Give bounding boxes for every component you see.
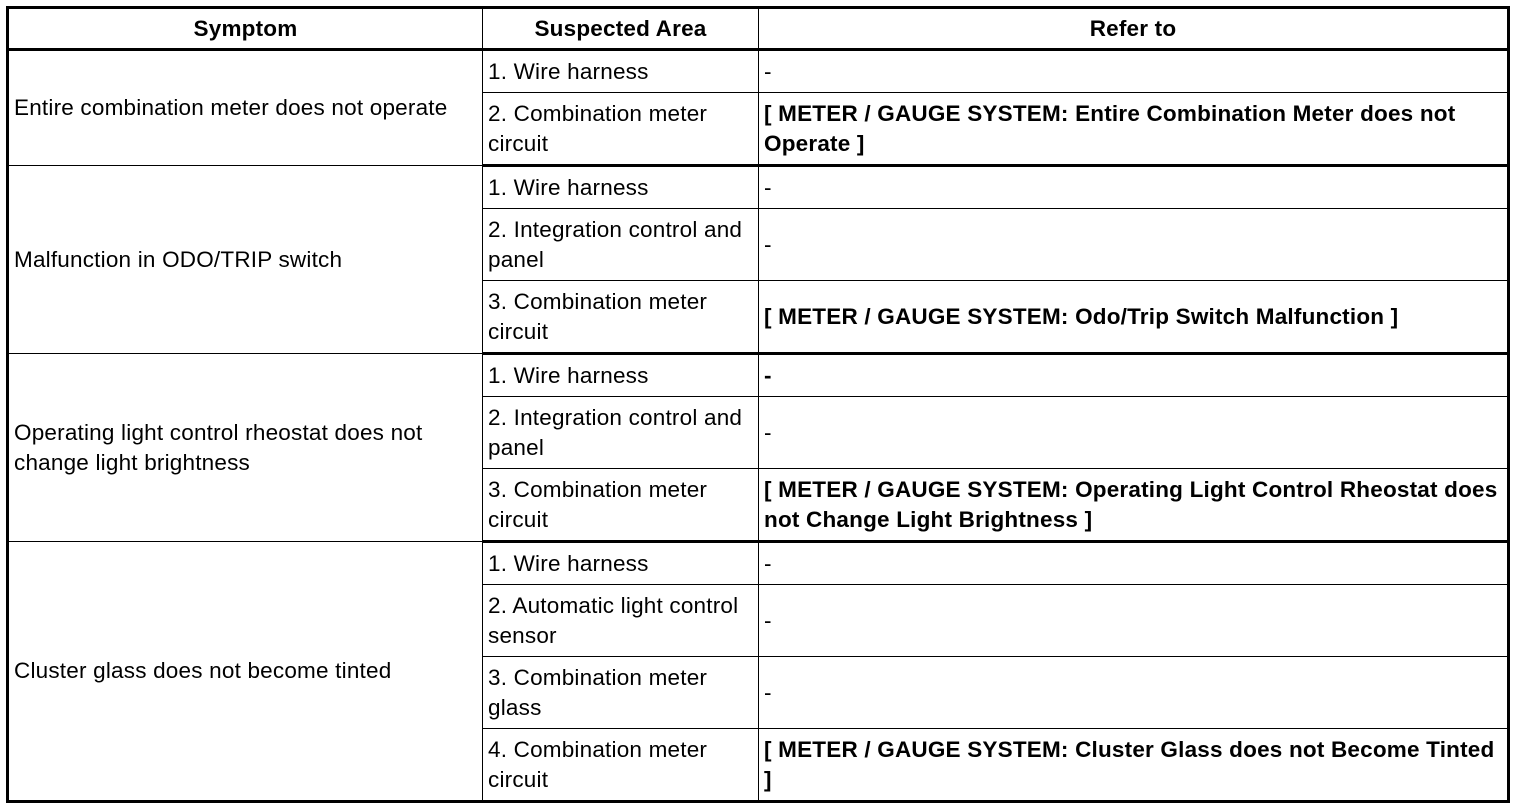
symptom-cell: Operating light control rheostat does not change light brightness — [8, 354, 483, 542]
symptom-table — [6, 6, 1510, 803]
refer-cell: - — [759, 657, 1509, 729]
refer-cell: - — [759, 542, 1509, 585]
symptom-cell: Entire combination meter does not operate — [8, 50, 483, 166]
header-symptom: Symptom — [8, 8, 483, 50]
refer-link[interactable]: [ METER / GAUGE SYSTEM: Odo/Trip Switch Malfunction ] — [759, 281, 1509, 354]
refer-link[interactable]: [ METER / GAUGE SYSTEM: Cluster Glass does not Become Tinted ] — [759, 729, 1509, 802]
symptom-cell: Cluster glass does not become tinted — [8, 542, 483, 802]
suspected-area-cell: 1. Wire harness — [483, 50, 759, 93]
refer-cell: - — [759, 50, 1509, 93]
refer-link[interactable]: [ METER / GAUGE SYSTEM: Entire Combination Meter does not Operate ] — [759, 93, 1509, 166]
header-suspected-area: Suspected Area — [483, 8, 759, 50]
refer-cell: - — [759, 166, 1509, 209]
header-row — [8, 8, 1509, 50]
suspected-area-cell: 2. Automatic light control sensor — [483, 585, 759, 657]
refer-cell: - — [759, 585, 1509, 657]
suspected-area-cell: 1. Wire harness — [483, 354, 759, 397]
refer-link[interactable]: [ METER / GAUGE SYSTEM: Operating Light Control Rheostat does not Change Light Brightness ] — [759, 469, 1509, 542]
suspected-area-cell: 2. Integration control and panel — [483, 209, 759, 281]
table-row — [8, 354, 1509, 397]
refer-cell: - — [759, 209, 1509, 281]
suspected-area-cell: 2. Combination meter circuit — [483, 93, 759, 166]
suspected-area-cell: 3. Combination meter circuit — [483, 469, 759, 542]
suspected-area-cell: 3. Combination meter glass — [483, 657, 759, 729]
symptom-cell: Malfunction in ODO/TRIP switch — [8, 166, 483, 354]
suspected-area-cell: 1. Wire harness — [483, 542, 759, 585]
suspected-area-cell: 1. Wire harness — [483, 166, 759, 209]
suspected-area-cell: 2. Integration control and panel — [483, 397, 759, 469]
suspected-area-cell: 3. Combination meter circuit — [483, 281, 759, 354]
refer-cell: - — [759, 354, 1509, 397]
refer-cell: - — [759, 397, 1509, 469]
table-row — [8, 166, 1509, 209]
suspected-area-cell: 4. Combination meter circuit — [483, 729, 759, 802]
header-refer-to: Refer to — [759, 8, 1509, 50]
table-row — [8, 542, 1509, 585]
table-row — [8, 50, 1509, 93]
